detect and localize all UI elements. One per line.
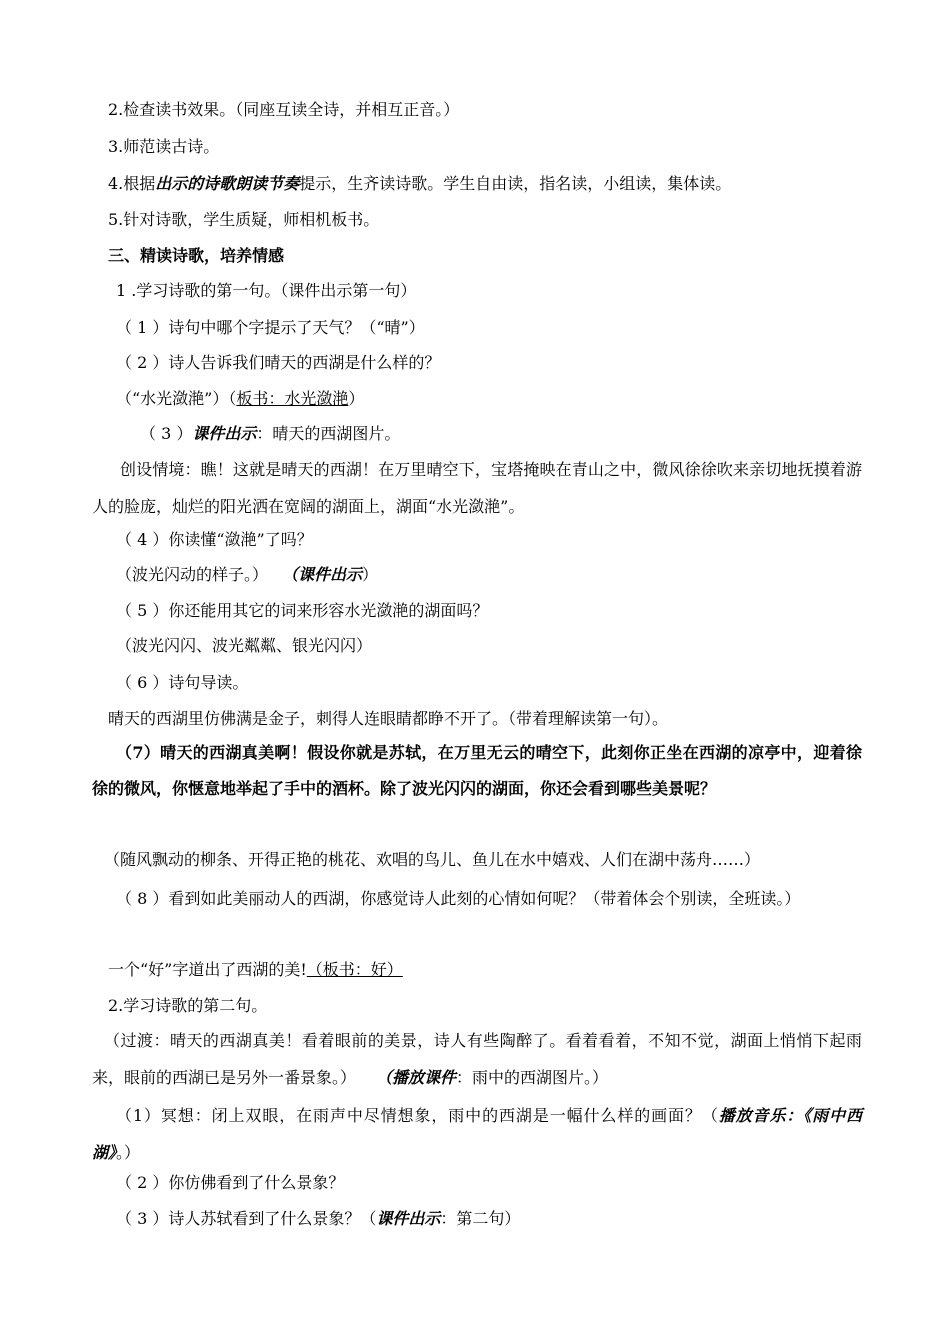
- golden-lake-sentence: 晴天的西湖里仿佛满是金子，刺得人连眼睛都睁不开了。（带着理解读第一句）。: [108, 709, 669, 728]
- transition-play-courseware: （播放课件: [376, 1068, 457, 1087]
- q6-guided-reading: （ 6 ）诗句导读。: [116, 673, 249, 692]
- meditation-close: 。）: [116, 1143, 141, 1162]
- transition-picture: ：雨中的西湖图片。）: [456, 1068, 609, 1087]
- q3-show-picture: [140, 424, 400, 444]
- meditation-text: （1）冥想：闭上双眼，在雨声中尽情想象，雨中的西湖是一幅什么样的画面？（: [116, 1106, 719, 1125]
- q3-number: （ 3 ）: [140, 424, 193, 443]
- step-5-questions: 5.针对诗歌，学生质疑，师相机板书。: [108, 210, 380, 229]
- transition-paragraph: [92, 1022, 862, 1096]
- answer-other-words: （波光闪闪、波光粼粼、银光闪闪）: [116, 636, 373, 655]
- answer-shuiguang: [116, 389, 364, 409]
- q3-poet-text: （ 3 ）诗人苏轼看到了什么景象？（: [116, 1209, 377, 1228]
- q8-poet-mood-paragraph: （ 8 ）看到如此美丽动人的西湖，你感觉诗人此刻的心情如何呢？（带着体会个别读，全班读。）: [116, 889, 801, 908]
- answer-shuiguang-suffix: ）: [348, 389, 365, 408]
- answer-shuiguang-prefix: （“水光潋滟”）（: [116, 389, 237, 408]
- board-note-hao: （板书：好）: [306, 960, 403, 979]
- q3-text: ：晴天的西湖图片。: [256, 424, 401, 443]
- sub-1-first-line: 1 .学习诗歌的第一句。（课件出示第一句）: [116, 281, 417, 300]
- q1-weather-word: （ 1 ）诗句中哪个字提示了天气？（“晴”）: [116, 318, 425, 337]
- q3-poet-close: ：第二句）: [440, 1209, 521, 1228]
- step-4-emphasis: 出示的诗歌朗读节奏: [155, 174, 300, 193]
- q2-what-you-see: （ 2 ）你仿佛看到了什么景象？: [116, 1173, 345, 1192]
- q2-sunny-lake: （ 2 ）诗人告诉我们晴天的西湖是什么样的？: [116, 353, 441, 372]
- step-4-rhythm-reading: [108, 174, 731, 194]
- q3-what-poet-saw: [116, 1209, 520, 1229]
- q4-lianyan: （ 4 ）你读懂“潋滟”了吗？: [116, 530, 313, 549]
- board-note-shuiguang: 板书：水光潋滟: [236, 389, 349, 408]
- answer-lianyan: [116, 565, 378, 585]
- hao-sentence: [108, 960, 403, 980]
- q1-meditation-paragraph: [92, 1097, 862, 1171]
- q3-poet-courseware: 课件出示: [376, 1209, 441, 1228]
- transition-text: （过渡：晴天的西湖真美！看着眼前的美景，诗人有些陶醉了。看着看着，不知不觉，湖面上悄悄下起雨来，眼前的西湖已是另外一番景象。）: [92, 1031, 862, 1087]
- step-2-check-reading: 2.检查读书效果。（同座互读全诗，并相互正音。）: [108, 100, 460, 119]
- play-music-label: 播放音乐：《雨中西湖》: [92, 1106, 862, 1162]
- section-3-heading: 三、精读诗歌，培养情感: [108, 246, 285, 265]
- step-4-suffix: 提示，生齐读诗歌。学生自由读，指名读，小组读，集体读。: [299, 174, 732, 193]
- sub-2-second-line: 2.学习诗歌的第二句。: [108, 996, 268, 1015]
- q3-courseware-label: 课件出示: [192, 424, 257, 443]
- answer-scenery-list: （随风飘动的柳条、开得正艳的桃花、欢唱的鸟儿、鱼儿在水中嬉戏、人们在湖中荡舟……）: [104, 850, 761, 869]
- hao-sentence-text: 一个“好”字道出了西湖的美!: [108, 960, 307, 979]
- scene-creation-paragraph: 创设情境：瞧！这就是晴天的西湖！在万里晴空下，宝塔掩映在青山之中，微风徐徐吹来亲切地抚摸着游人的脸庞，灿烂的阳光洒在宽阔的湖面上，湖面“水光潋滟”。: [92, 460, 862, 516]
- step-3-teacher-model-reading: 3.师范读古诗。: [108, 137, 220, 156]
- step-4-prefix: 4.根据: [108, 174, 156, 193]
- q5-other-words: （ 5 ）你还能用其它的词来形容水光潋滟的湖面吗？: [116, 601, 489, 620]
- q7-imagine-paragraph: （7）晴天的西湖真美啊！假设你就是苏轼，在万里无云的晴空下，此刻你正坐在西湖的凉亭中，迎着徐徐的微风，你惬意地举起了手中的酒杯。除了波光闪闪的湖面，你还会看到哪些美景呢？: [92, 743, 862, 798]
- answer-lianyan-courseware: （课件出示: [282, 565, 363, 584]
- answer-lianyan-text: （波光闪动的样子。）: [116, 565, 269, 584]
- answer-lianyan-close: ）: [362, 565, 379, 584]
